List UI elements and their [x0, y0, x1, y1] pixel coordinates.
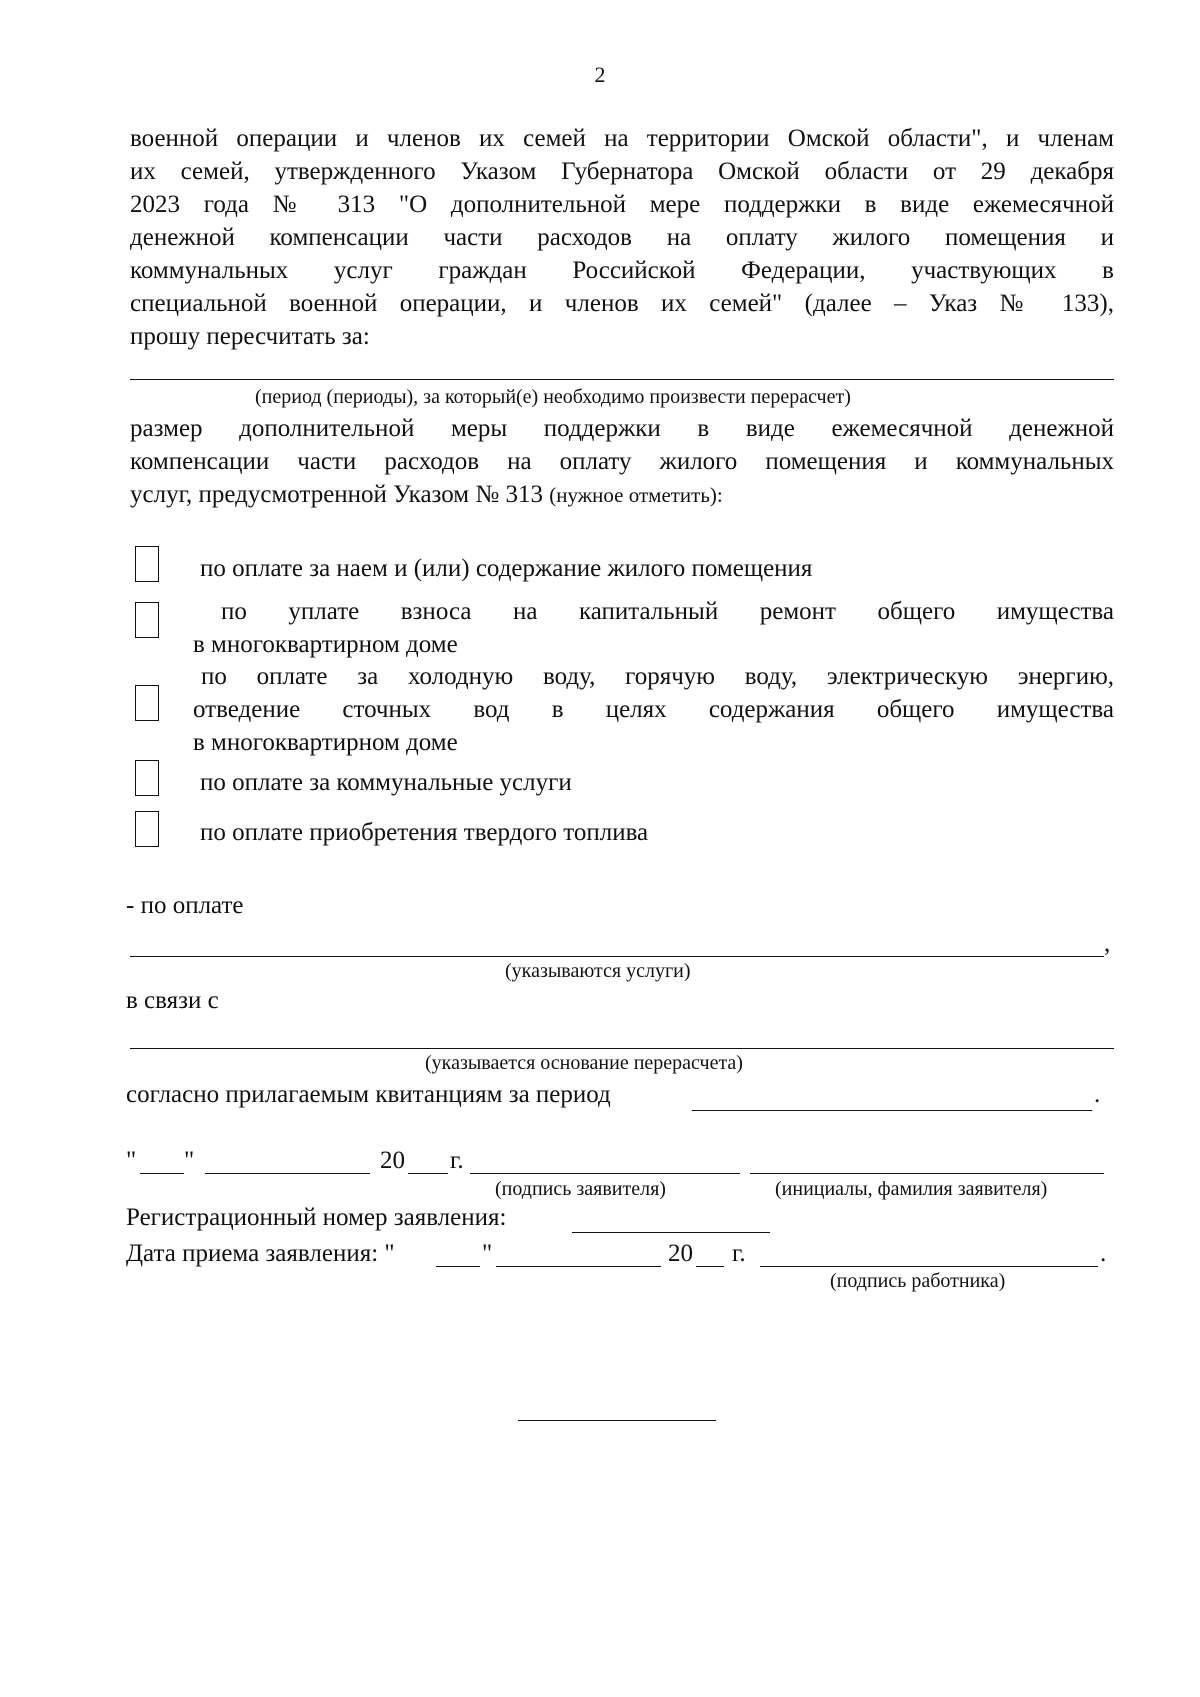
intro-line: денежной компенсации части расходов на оплату жилого помещения и — [130, 224, 1114, 251]
page-number: 2 — [594, 62, 606, 87]
checkbox-rent-maintenance[interactable] — [135, 546, 159, 582]
year-input-line[interactable] — [408, 1173, 448, 1174]
size-line-main: услуг, предусмотренной Указом № 313 — [130, 481, 550, 508]
date-quote-close: " — [184, 1147, 195, 1174]
name-caption: (инициалы, фамилия заявителя) — [775, 1178, 1048, 1200]
period-input-line[interactable] — [130, 379, 1114, 380]
employee-signature-caption: (подпись работника) — [830, 1270, 1006, 1292]
services-caption: (указываются услуги) — [505, 960, 691, 982]
option-utilities: по оплате за коммунальные услуги — [200, 769, 572, 796]
services-comma: , — [1104, 930, 1111, 957]
closing-separator — [518, 1420, 716, 1421]
intro-line: прошу пересчитать за: — [130, 323, 370, 350]
option-line: в многоквартирном доме — [193, 729, 458, 756]
checkbox-water-electricity[interactable] — [135, 685, 159, 721]
option-line: в многоквартирном доме — [193, 631, 458, 658]
acceptance-month-input-line[interactable] — [496, 1266, 661, 1267]
option-line: по уплате взноса на капитальный ремонт общего имущества — [221, 598, 1114, 625]
receipts-end: . — [1094, 1081, 1101, 1108]
receipts-label: согласно прилагаемым квитанциям за период — [126, 1081, 611, 1108]
intro-paragraph — [130, 122, 1114, 353]
services-input-line[interactable] — [130, 956, 1104, 957]
applicant-name-line[interactable] — [750, 1173, 1104, 1174]
receipts-period-input-line[interactable] — [692, 1110, 1092, 1111]
size-line: размер дополнительной меры поддержки в виде ежемесячной денежной — [130, 415, 1114, 442]
reason-caption: (указывается основание перерасчета) — [425, 1052, 743, 1074]
acceptance-label: Дата приема заявления: " — [126, 1240, 395, 1267]
intro-line: военной операции и членов их семей на территории Омской области", и членам — [130, 125, 1114, 152]
acceptance-year-input-line[interactable] — [696, 1266, 724, 1267]
option-rent-maintenance: по оплате за наем и (или) содержание жилого помещения — [200, 555, 813, 582]
size-line: компенсации части расходов на оплату жилого помещения и коммунальных — [130, 448, 1114, 475]
year-prefix: 20 — [380, 1147, 405, 1174]
intro-line: специальной военной операции, и членов их семей" (далее – Указ № 133), — [130, 290, 1114, 317]
registration-number-input-line[interactable] — [572, 1232, 770, 1233]
acceptance-year-suffix: г. — [732, 1240, 746, 1267]
checkbox-capital-repair[interactable] — [135, 602, 159, 638]
reason-label: в связи с — [126, 987, 219, 1014]
registration-label: Регистрационный номер заявления: — [126, 1204, 507, 1231]
employee-signature-line[interactable] — [760, 1266, 1098, 1267]
option-capital-repair — [193, 595, 1114, 661]
intro-line: их семей, утвержденного Указом Губернатора Омской области от 29 декабря — [130, 158, 1114, 185]
date-quote-open: " — [126, 1147, 137, 1174]
option-solid-fuel: по оплате приобретения твердого топлива — [200, 819, 649, 846]
signature-caption: (подпись заявителя) — [495, 1178, 666, 1200]
applicant-signature-line[interactable] — [470, 1173, 740, 1174]
size-paragraph — [130, 412, 1114, 511]
option-water-electricity — [193, 660, 1114, 759]
payment-label: - по оплате — [126, 892, 244, 919]
acceptance-quote-close: " — [482, 1240, 493, 1267]
checkbox-solid-fuel[interactable] — [135, 811, 159, 847]
acceptance-year-prefix: 20 — [668, 1240, 693, 1267]
day-input-line[interactable] — [140, 1173, 184, 1174]
option-line: по оплате за холодную воду, горячую воду, электрическую энергию, — [201, 663, 1114, 690]
period-caption: (период (периоды), за который(е) необходимо произвести перерасчет) — [255, 386, 851, 408]
intro-line: коммунальных услуг граждан Российской Федерации, участвующих в — [130, 257, 1114, 284]
size-line-note: (нужное отметить): — [549, 483, 723, 507]
size-line — [130, 478, 1114, 511]
acceptance-end: . — [1100, 1240, 1107, 1267]
year-suffix: г. — [450, 1147, 464, 1174]
acceptance-day-input-line[interactable] — [436, 1266, 480, 1267]
reason-input-line[interactable] — [130, 1048, 1114, 1049]
month-input-line[interactable] — [205, 1173, 370, 1174]
checkbox-utilities[interactable] — [135, 760, 159, 796]
intro-line: 2023 года № 313 "О дополнительной мере поддержки в виде ежемесячной — [130, 191, 1114, 218]
option-line: отведение сточных вод в целях содержания общего имущества — [193, 696, 1114, 723]
